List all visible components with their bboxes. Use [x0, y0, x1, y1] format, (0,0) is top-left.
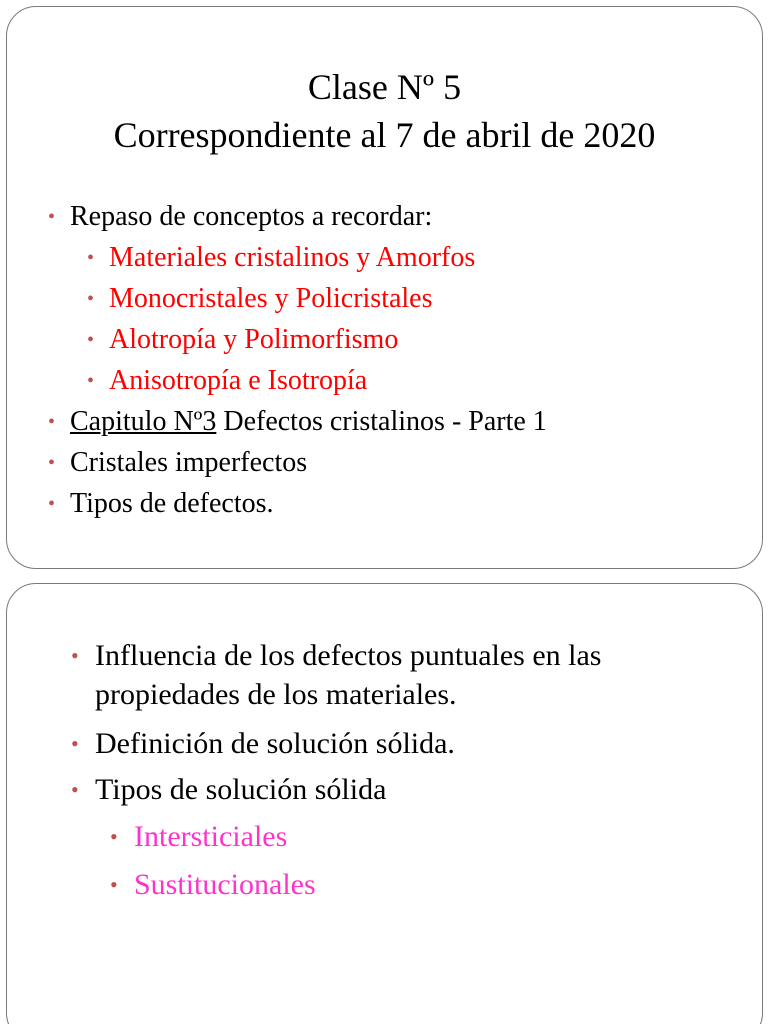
slide-subtitle: Correspondiente al 7 de abril de 2020 [113, 115, 656, 155]
bullet-icon: • [110, 824, 118, 849]
list-item-text: Sustitucionales [134, 868, 316, 901]
list-item-text: Cristales imperfectos [70, 447, 308, 478]
list-item-text: propiedades de los materiales. [95, 678, 457, 711]
slide-1 [6, 6, 763, 569]
bullet-icon: • [87, 288, 95, 310]
bullet-icon: • [48, 452, 56, 474]
bullet-icon: • [71, 643, 79, 668]
list-item-continuation [95, 676, 457, 713]
bullet-icon: • [71, 777, 79, 802]
bullet-icon: • [48, 206, 56, 228]
list-item-text: Tipos de solución sólida [95, 773, 387, 806]
bullet-icon: • [71, 731, 79, 756]
list-item [71, 771, 387, 808]
list-item [48, 446, 308, 480]
list-item-text: Materiales cristalinos y Amorfos [109, 242, 476, 273]
list-item-text: Anisotropía e Isotropía [109, 365, 368, 396]
list-subitem [110, 866, 316, 903]
list-item [71, 725, 455, 762]
slide-2 [6, 583, 763, 1024]
list-item-text: Tipos de defectos. [70, 488, 274, 519]
list-item-text: Repaso de conceptos a recordar: [70, 201, 433, 232]
list-subitem [87, 364, 368, 398]
list-item [48, 405, 547, 439]
list-item-text: Intersticiales [134, 820, 288, 853]
list-item-text: Monocristales y Policristales [109, 283, 433, 314]
list-item [71, 637, 602, 674]
list-item-text: Influencia de los defectos puntuales en las [95, 639, 602, 672]
bullet-icon: • [110, 872, 118, 897]
list-subitem [87, 323, 399, 357]
list-subitem [110, 818, 288, 855]
chapter-label: Capitulo Nº3 [70, 406, 217, 437]
bullet-icon: • [87, 329, 95, 351]
list-subitem [87, 241, 476, 275]
bullet-icon: • [87, 247, 95, 269]
slide-title: Clase Nº 5 [307, 67, 462, 107]
list-item-text: Alotropía y Polimorfismo [109, 324, 399, 355]
bullet-icon: • [87, 370, 95, 392]
list-item [48, 487, 274, 521]
list-item-text: Defectos cristalinos - Parte 1 [216, 406, 547, 437]
list-item [48, 200, 433, 234]
list-subitem [87, 282, 433, 316]
bullet-icon: • [48, 493, 56, 515]
bullet-icon: • [48, 411, 56, 433]
list-item-text: Definición de solución sólida. [95, 727, 455, 760]
